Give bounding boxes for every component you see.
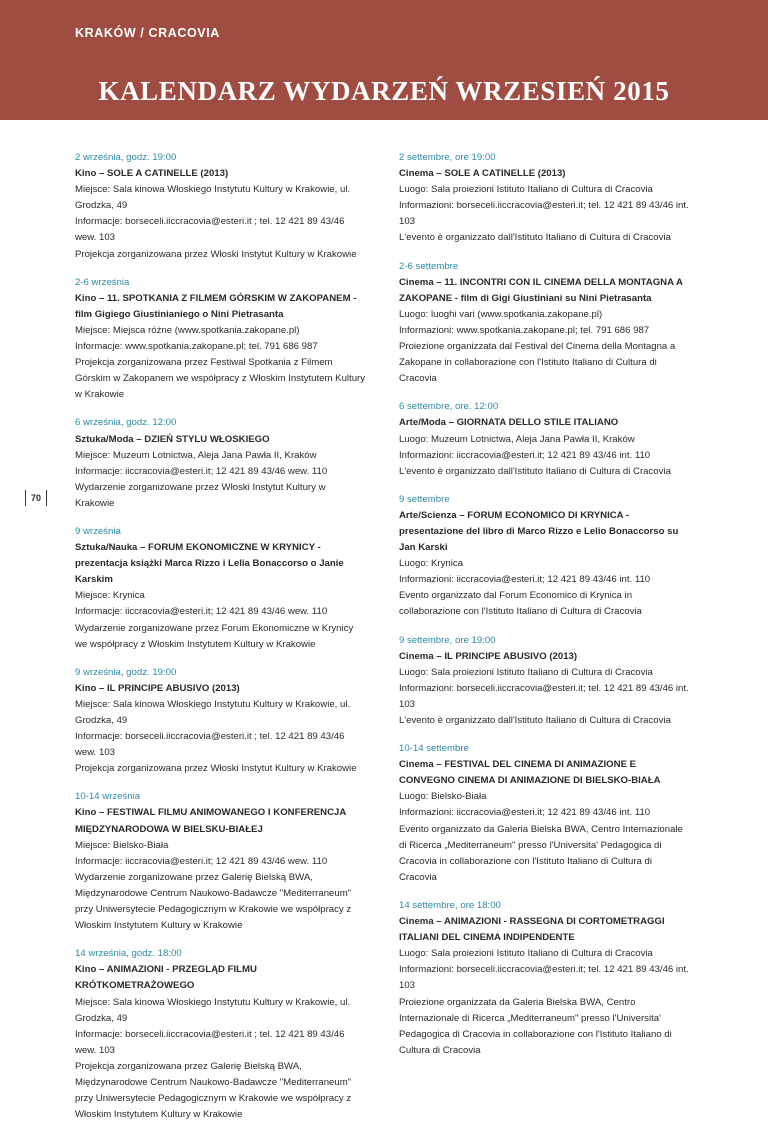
event-date: 9 settembre, ore 19:00 (399, 634, 496, 646)
event-date: 2-6 settembre (399, 260, 459, 272)
event-entry (75, 150, 366, 263)
event-detail: Informacje: borseceli.iiccracovia@esteri.it ; tel. 12 421 89 43/46 wew. 103 (75, 1028, 345, 1056)
event-entry (75, 946, 366, 1123)
event-title: Kino – 11. SPOTKANIA Z FILMEM GÓRSKIM W ZAKOPANEM - film Gigiego Giustinianiego o Nini Pietrasanta (75, 292, 357, 320)
event-detail: Luogo: Sala proiezioni Istituto Italiano di Cultura di Cracovia (399, 666, 653, 678)
event-date: 9 settembre (399, 493, 450, 505)
event-title: Arte/Moda – GIORNATA DELLO STILE ITALIANO (399, 417, 619, 429)
event-date: 10-14 settembre (399, 743, 469, 755)
event-detail: Informacje: iiccracovia@esteri.it; 12 421 89 43/46 wew. 110 (75, 465, 328, 477)
event-detail: Proiezione organizzata dal Festival del Cinema della Montagna a Zakopane in collaborazione con l'Istituto Italiano di Cultura di Cracovia (399, 341, 676, 385)
event-entry (75, 665, 366, 778)
section-label: KRAKÓW / CRACOVIA (75, 26, 220, 40)
event-detail: Miejsce: Bielsko-Biała (75, 839, 169, 851)
event-detail: Miejsce: Sala kinowa Włoskiego Instytutu Kultury w Krakowie, ul. Grodzka, 49 (75, 184, 351, 212)
event-detail: Luogo: Sala proiezioni Istituto Italiano di Cultura di Cracovia (399, 948, 653, 960)
event-title: Kino – IL PRINCIPE ABUSIVO (2013) (75, 682, 240, 694)
event-date: 6 settembre, ore. 12:00 (399, 401, 499, 413)
event-entry (75, 789, 366, 934)
event-title: Kino – FESTIWAL FILMU ANIMOWANEGO I KONFERENCJA MIĘDZYNARODOWA W BIELSKU-BIAŁEJ (75, 807, 346, 835)
event-detail: Projekcja zorganizowana przez Festiwal Spotkania z Filmem Górskim w Zakopanem we współpracy z Włoskim Instytutem Kultury w Krakowie (75, 357, 366, 401)
event-title: Sztuka/Nauka – FORUM EKONOMICZNE W KRYNICY - prezentacja książki Marca Rizzo i Lelia Bonaccorso o Janie Karskim (75, 542, 344, 586)
event-detail: Informazioni: borseceli.iiccracovia@esteri.it; tel. 12 421 89 43/46 int. 103 (399, 964, 689, 992)
event-title: Arte/Scienza – FORUM ECONOMICO DI KRYNICA - presentazione del libro di Marco Rizzo e Lelio Bonaccorso su Jan Karski (399, 509, 679, 554)
event-detail: Miejsce: Sala kinowa Włoskiego Instytutu Kultury w Krakowie, ul. Grodzka, 49 (75, 996, 351, 1024)
event-detail: Luogo: luoghi vari (www.spotkania.zakopane.pl) (399, 308, 603, 320)
event-entry (75, 524, 366, 653)
event-title: Kino – SOLE A CATINELLE (2013) (75, 168, 229, 180)
event-entry (399, 150, 690, 247)
event-detail: Informazioni: borseceli.iiccracovia@esteri.it; tel. 12 421 89 43/46 int. 103 (399, 200, 689, 228)
event-entry (75, 275, 366, 404)
event-detail: Luogo: Sala proiezioni Istituto Italiano di Cultura di Cracovia (399, 184, 653, 196)
event-date: 2-6 września (75, 276, 130, 288)
event-detail: Wydarzenie zorganizowane przez Włoski Instytut Kultury w Krakowie (75, 481, 326, 509)
event-detail: Informazioni: iiccracovia@esteri.it; 12 421 89 43/46 int. 110 (399, 449, 651, 461)
event-detail: Luogo: Bielsko-Biała (399, 791, 487, 803)
event-title: Cinema – IL PRINCIPE ABUSIVO (2013) (399, 650, 578, 662)
event-detail: Informacje: borseceli.iiccracovia@esteri.it ; tel. 12 421 89 43/46 wew. 103 (75, 731, 345, 759)
page-title: KALENDARZ WYDARZEŃ WRZESIEŃ 2015 (98, 76, 670, 106)
event-title: Cinema – ANIMAZIONI - RASSEGNA DI CORTOMETRAGGI ITALIANI DEL CINEMA INDIPENDENTE (399, 916, 665, 944)
event-title: Cinema – 11. INCONTRI CON IL CINEMA DELLA MONTAGNA A ZAKOPANE - film di Gigi Giustiniani su Nini Pietrasanta (399, 276, 683, 304)
event-entry (399, 399, 690, 479)
event-date: 14 settembre, ore 18:00 (399, 899, 501, 911)
event-detail: Informacje: iiccracovia@esteri.it; 12 421 89 43/46 wew. 110 (75, 855, 328, 867)
event-detail: L'evento è organizzato dall'Istituto Italiano di Cultura di Cracovia (399, 465, 671, 477)
event-detail: Informazioni: iiccracovia@esteri.it; 12 421 89 43/46 int. 110 (399, 807, 651, 819)
event-title: Sztuka/Moda – DZIEŃ STYLU WŁOSKIEGO (75, 433, 270, 445)
event-detail: Projekcja zorganizowana przez Galerię Bielską BWA, Międzynarodowe Centrum Naukowo-Badawcze "Mediterraneum" przy Uniwersytecie Pedagogicznym w Krakowie we współpracy z Włoskim Instytutem Kultury w Krakowie (75, 1060, 352, 1121)
page-header (0, 0, 768, 120)
event-date: 9 września (75, 525, 121, 537)
event-detail: Wydarzenie zorganizowane przez Forum Ekonomiczne w Krynicy we współpracy z Włoskim Instytutem Kultury w Krakowie (75, 622, 354, 650)
event-detail: Projekcja zorganizowana przez Włoski Instytut Kultury w Krakowie (75, 248, 357, 260)
event-title: Cinema – FESTIVAL DEL CINEMA DI ANIMAZIONE E CONVEGNO CINEMA DI ANIMAZIONE DI BIELSKO-BIAŁA (399, 759, 661, 787)
event-entry (399, 259, 690, 388)
event-detail: Miejsce: Miejsca różne (www.spotkania.zakopane.pl) (75, 324, 300, 336)
event-detail: L'evento è organizzato dall'Istituto Italiano di Cultura di Cracovia (399, 715, 671, 726)
event-entry (399, 898, 690, 1059)
event-entry (399, 492, 690, 621)
event-detail: Informazioni: borseceli.iiccracovia@esteri.it; tel. 12 421 89 43/46 int. 103 (399, 682, 689, 710)
event-detail: Informazioni: iiccracovia@esteri.it; 12 421 89 43/46 int. 110 (399, 574, 651, 586)
event-date: 10-14 września (75, 791, 141, 803)
italian-column (399, 150, 690, 1071)
event-entry (75, 415, 366, 512)
polish-column (75, 150, 366, 1135)
event-detail: Informacje: www.spotkania.zakopane.pl; tel. 791 686 987 (75, 341, 318, 353)
event-detail: Miejsce: Sala kinowa Włoskiego Instytutu Kultury w Krakowie, ul. Grodzka, 49 (75, 698, 351, 726)
event-detail: Informacje: iiccracovia@esteri.it; 12 421 89 43/46 wew. 110 (75, 606, 328, 618)
event-detail: Wydarzenie zorganizowane przez Galerię Bielską BWA, Międzynarodowe Centrum Naukowo-Badawcze "Mediterraneum" przy Uniwersytecie Pedagogicznym w Krakowie we współpracy z Włoskim Instytutem Kultury w Krakowie (75, 871, 352, 932)
event-detail: Evento organizzato da Galeria Bielska BWA, Centro Internazionale di Ricerca „Mediterraneum" presso l'Universita' Pedagogica di Cracovia in collaborazione con l'Istituto Italiano di Cultura di Cracovia (399, 823, 683, 883)
event-detail: L'evento è organizzato dall'Istituto Italiano di Cultura di Cracovia (399, 232, 671, 244)
event-detail: Luogo: Krynica (399, 558, 463, 570)
event-detail: Miejsce: Muzeum Lotnictwa, Aleja Jana Pawła II, Kraków (75, 449, 317, 461)
event-date: 2 września, godz. 19:00 (75, 152, 177, 163)
event-title: Kino – ANIMAZIONI - PRZEGLĄD FILMU KRÓTKOMETRAŻOWEGO (75, 964, 257, 992)
event-detail: Luogo: Muzeum Lotnictwa, Aleja Jana Pawła II, Kraków (399, 433, 635, 445)
event-date: 14 września, godz. 18:00 (75, 948, 182, 960)
event-title: Cinema – SOLE A CATINELLE (2013) (399, 168, 566, 180)
page-number: 70 (25, 490, 47, 506)
event-date: 2 settembre, ore 19:00 (399, 152, 496, 163)
event-detail: Projekcja zorganizowana przez Włoski Instytut Kultury w Krakowie (75, 763, 357, 775)
event-date: 9 września, godz. 19:00 (75, 666, 177, 678)
event-date: 6 września, godz. 12:00 (75, 417, 177, 429)
event-entry (399, 741, 690, 886)
event-detail: Miejsce: Krynica (75, 590, 145, 602)
event-entry (399, 633, 690, 730)
event-detail: Evento organizzato dal Forum Economico di Krynica in collaborazione con l'Istituto Italiano di Cultura di Cracovia (399, 590, 642, 618)
event-detail: Proiezione organizzata da Galeria Bielska BWA, Centro Internazionale di Ricerca „Mediterraneum" presso l'Universita' Pedagogica di Cracovia in collaborazione con l'Istituto Italiano di Cultura di Cracovia (399, 996, 672, 1056)
event-detail: Informazioni: www.spotkania.zakopane.pl; tel. 791 686 987 (399, 324, 650, 336)
event-detail: Informacje: borseceli.iiccracovia@esteri.it ; tel. 12 421 89 43/46 wew. 103 (75, 216, 345, 244)
